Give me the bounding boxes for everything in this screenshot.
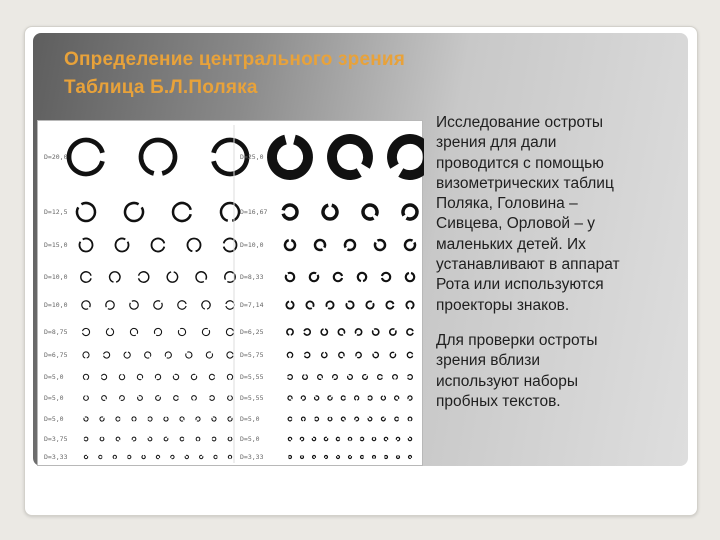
landolt-ring [408, 396, 412, 400]
landolt-ring [155, 374, 160, 379]
chart-row-label: D=10,0 [44, 301, 68, 309]
slide-title-line-2: Таблица Б.Л.Поляка [64, 77, 258, 98]
landolt-ring [301, 417, 305, 421]
landolt-ring [381, 396, 385, 400]
landolt-ring [120, 396, 125, 401]
landolt-ring [99, 455, 102, 458]
landolt-ring [272, 140, 308, 175]
text-line: устанавливают в аппарат [436, 256, 620, 274]
landolt-ring [228, 455, 231, 458]
landolt-ring [355, 417, 359, 421]
landolt-ring [328, 417, 332, 421]
landolt-ring [173, 203, 191, 221]
landolt-ring [386, 301, 393, 308]
landolt-ring [196, 437, 200, 441]
landolt-ring [366, 301, 373, 308]
landolt-ring [192, 396, 197, 401]
landolt-ring [372, 437, 375, 440]
landolt-ring [116, 239, 129, 252]
landolt-ring [137, 374, 142, 379]
landolt-ring [300, 437, 303, 440]
landolt-ring [139, 272, 149, 282]
landolt-ring [110, 272, 120, 282]
chart-row-label: D=5,0 [240, 415, 260, 423]
landolt-ring [301, 396, 305, 400]
text-line: Рота или используются [436, 276, 604, 294]
chart-row-label: D=12,5 [44, 208, 68, 216]
slide-title-line-1: Определение центрального зрения [64, 49, 406, 70]
landolt-ring [226, 328, 233, 335]
landolt-ring [132, 417, 136, 421]
landolt-ring [301, 456, 304, 459]
text-line: пробных текстов. [436, 392, 561, 410]
landolt-ring [304, 329, 310, 335]
landolt-ring [285, 240, 295, 250]
landolt-ring [227, 352, 233, 358]
landolt-ring [77, 203, 95, 221]
landolt-ring [119, 374, 124, 379]
landolt-ring [226, 301, 234, 309]
landolt-ring [348, 375, 353, 380]
landolt-ring [83, 374, 88, 379]
landolt-ring [104, 352, 110, 358]
landolt-ring [173, 374, 178, 379]
landolt-ring [306, 301, 313, 308]
landolt-ring [116, 437, 120, 441]
landolt-ring [130, 301, 138, 309]
landolt-ring [408, 375, 413, 380]
landolt-ring [125, 203, 143, 221]
landolt-ring [375, 240, 385, 250]
chart-row-label: D=10,0 [44, 273, 68, 281]
landolt-ring [303, 375, 308, 380]
landolt-ring [406, 301, 413, 308]
landolt-ring [141, 140, 175, 173]
landolt-ring [318, 375, 323, 380]
landolt-ring [325, 456, 328, 459]
landolt-ring [289, 456, 292, 459]
landolt-ring [288, 417, 292, 421]
chart-row-label: D=15,0 [44, 241, 68, 249]
landolt-ring [84, 417, 88, 421]
landolt-ring [393, 375, 398, 380]
landolt-ring [363, 375, 368, 380]
landolt-ring [224, 239, 237, 252]
landolt-ring [395, 396, 399, 400]
chart-row-label: D=8,75 [44, 328, 68, 336]
chart-row-label: D=6,75 [44, 351, 68, 359]
landolt-ring [321, 329, 327, 335]
landolt-ring [392, 139, 424, 175]
landolt-ring [142, 455, 145, 458]
landolt-ring [202, 301, 210, 309]
landolt-ring [212, 417, 216, 421]
landolt-ring [310, 273, 318, 281]
landolt-ring [373, 456, 376, 459]
landolt-ring [102, 396, 107, 401]
chart-row-label: D=5,0 [240, 435, 260, 443]
landolt-ring [385, 456, 388, 459]
landolt-ring [81, 272, 91, 282]
landolt-ring [287, 329, 293, 335]
landolt-ring [101, 374, 106, 379]
landolt-ring [228, 417, 232, 421]
landolt-ring [332, 139, 368, 175]
landolt-ring [384, 437, 387, 440]
landolt-ring [337, 456, 340, 459]
landolt-ring [382, 273, 390, 281]
text-line: Для проверки остроты [436, 331, 598, 349]
landolt-ring [145, 352, 151, 358]
landolt-ring [328, 396, 332, 400]
landolt-ring-chart-svg [38, 121, 424, 467]
landolt-ring [397, 456, 400, 459]
landolt-ring [138, 396, 143, 401]
chart-row-label: D=5,0 [44, 373, 64, 381]
text-line: зрения вблизи [436, 352, 540, 370]
landolt-ring [395, 417, 399, 421]
landolt-ring [180, 417, 184, 421]
landolt-ring [228, 437, 232, 441]
landolt-ring [206, 352, 212, 358]
landolt-ring [339, 352, 344, 357]
landolt-ring [283, 205, 297, 219]
landolt-ring [408, 437, 411, 440]
landolt-ring [363, 205, 377, 219]
landolt-ring [407, 352, 412, 357]
landolt-ring [100, 417, 104, 421]
landolt-ring [361, 456, 364, 459]
landolt-ring [323, 205, 337, 219]
landolt-ring [338, 329, 344, 335]
landolt-ring [212, 437, 216, 441]
landolt-ring [187, 239, 200, 252]
text-line: Сивцева, Орловой – у [436, 215, 596, 233]
landolt-ring [373, 352, 378, 357]
landolt-ring [210, 396, 215, 401]
landolt-ring [390, 329, 396, 335]
landolt-ring [326, 301, 333, 308]
landolt-ring [315, 417, 319, 421]
chart-row-label: D=16,67 [240, 208, 268, 216]
landolt-ring [83, 328, 90, 335]
landolt-ring [221, 203, 239, 221]
landolt-ring [130, 328, 137, 335]
landolt-ring [167, 272, 177, 282]
landolt-ring [178, 301, 186, 309]
landolt-ring [180, 437, 184, 441]
landolt-ring [336, 437, 339, 440]
chart-row-label: D=7,14 [240, 301, 264, 309]
landolt-ring [286, 302, 293, 309]
landolt-ring [409, 456, 412, 459]
landolt-ring [84, 437, 88, 441]
landolt-ring [113, 455, 116, 458]
landolt-ring [356, 352, 361, 357]
paragraph-distance-vision [436, 113, 686, 316]
landolt-ring [116, 417, 120, 421]
chart-row-label: D=6,25 [240, 328, 264, 336]
landolt-ring [324, 437, 327, 440]
body-text [436, 113, 686, 427]
landolt-ring [124, 352, 130, 358]
chart-row-label: D=5,75 [240, 351, 264, 359]
chart-row-label: D=10,0 [240, 241, 264, 249]
text-line: Поляка, Головина – [436, 195, 578, 213]
text-line: маленьких детей. Их [436, 235, 586, 253]
landolt-ring [334, 273, 342, 281]
landolt-ring [132, 437, 136, 441]
landolt-ring [355, 396, 359, 400]
chart-row-label: D=5,55 [240, 394, 264, 402]
landolt-ring [305, 352, 310, 357]
text-line: проекторы знаков. [436, 296, 570, 314]
chart-row-label: D=5,0 [44, 415, 64, 423]
landolt-ring-chart-image [37, 120, 423, 466]
text-line: используют наборы [436, 372, 579, 390]
landolt-ring [358, 273, 366, 281]
landolt-ring [368, 417, 372, 421]
landolt-ring [227, 374, 232, 379]
landolt-ring [191, 374, 196, 379]
landolt-ring [154, 328, 161, 335]
landolt-ring [171, 455, 174, 458]
landolt-ring [408, 417, 412, 421]
landolt-ring [381, 417, 385, 421]
landolt-ring [333, 375, 338, 380]
landolt-ring [228, 396, 233, 401]
landolt-ring [312, 437, 315, 440]
landolt-ring [82, 301, 90, 309]
landolt-ring [152, 239, 165, 252]
landolt-ring [156, 396, 161, 401]
landolt-ring [164, 417, 168, 421]
landolt-ring [200, 455, 203, 458]
landolt-ring [84, 396, 89, 401]
landolt-ring [174, 396, 179, 401]
landolt-ring [165, 352, 171, 358]
chart-row-label: D=25,0 [240, 153, 264, 161]
landolt-ring [313, 456, 316, 459]
landolt-ring [196, 417, 200, 421]
landolt-ring [341, 396, 345, 400]
landolt-ring [154, 301, 162, 309]
landolt-ring [80, 239, 93, 252]
landolt-ring [106, 329, 113, 336]
landolt-ring [185, 455, 188, 458]
paragraph-near-vision [436, 331, 686, 412]
chart-row-label: D=3,33 [44, 453, 68, 461]
landolt-ring [164, 437, 168, 441]
landolt-ring [315, 240, 325, 250]
text-line: зрения для дали [436, 134, 557, 152]
landolt-ring [368, 396, 372, 400]
landolt-ring [178, 328, 185, 335]
landolt-ring [100, 437, 104, 441]
landolt-ring [209, 374, 214, 379]
landolt-ring [406, 273, 414, 281]
landolt-ring [407, 329, 413, 335]
landolt-ring [346, 301, 353, 308]
landolt-ring [202, 328, 209, 335]
chart-row-label: D=3,33 [240, 453, 264, 461]
landolt-ring [348, 437, 351, 440]
landolt-ring [128, 455, 131, 458]
landolt-ring [322, 352, 327, 357]
landolt-ring [148, 437, 152, 441]
chart-row-label: D=3,75 [44, 435, 68, 443]
landolt-ring [286, 273, 294, 281]
landolt-ring [84, 455, 87, 458]
landolt-ring [373, 329, 379, 335]
chart-row-label: D=20,0 [44, 153, 68, 161]
landolt-ring [405, 240, 415, 250]
landolt-ring [360, 437, 363, 440]
landolt-ring [156, 455, 159, 458]
landolt-ring [355, 329, 361, 335]
chart-row-label: D=8,33 [240, 273, 264, 281]
landolt-ring [288, 375, 293, 380]
landolt-ring [196, 272, 206, 282]
landolt-ring [315, 396, 319, 400]
chart-row-label: D=5,0 [44, 394, 64, 402]
landolt-ring [106, 301, 114, 309]
landolt-ring [390, 352, 395, 357]
text-line: проводится с помощью [436, 154, 604, 172]
text-line: визометрических таблиц [436, 174, 614, 192]
landolt-ring [214, 455, 217, 458]
chart-row-label: D=5,55 [240, 373, 264, 381]
landolt-ring [345, 240, 355, 250]
landolt-ring [186, 352, 192, 358]
text-line: Исследование остроты [436, 114, 604, 131]
landolt-ring [83, 352, 89, 358]
slide-title [64, 46, 424, 102]
landolt-ring [403, 205, 417, 219]
landolt-ring [288, 396, 292, 400]
landolt-ring [287, 352, 292, 357]
landolt-ring [148, 417, 152, 421]
landolt-ring [378, 375, 383, 380]
landolt-ring [349, 456, 352, 459]
landolt-ring [288, 437, 291, 440]
landolt-ring [69, 140, 102, 174]
landolt-ring [341, 417, 345, 421]
landolt-ring [396, 437, 399, 440]
